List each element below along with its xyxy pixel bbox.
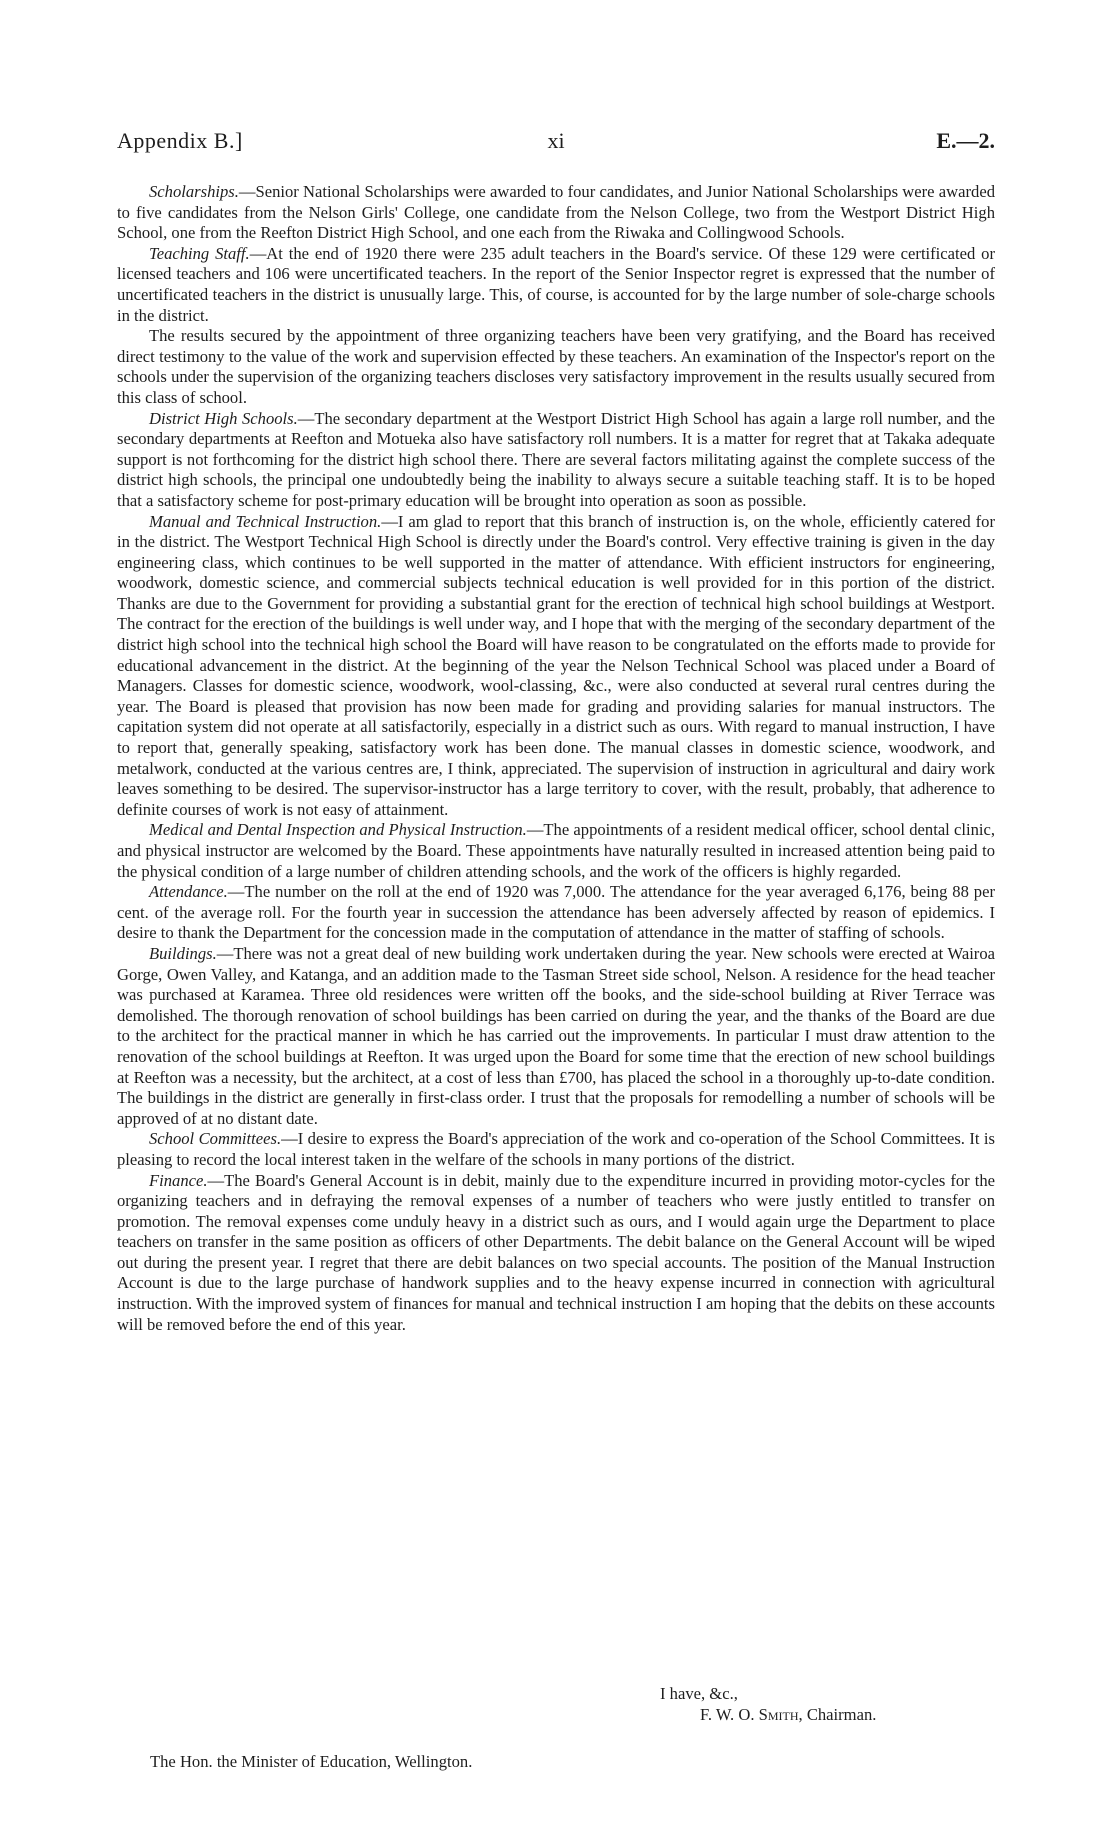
paragraph-heading: School Committees. xyxy=(149,1129,282,1149)
paragraph-text: —The number on the roll at the end of 1920 was 7,000. The attendance for the year averaged 6,176, being 88 per cent. of the average roll. For the fourth year in succession the attendance has been adversely affected by reason of epidemics. I desire to thank the Department for the concession made in the computation of attendance in the matter of staffing of schools. xyxy=(117,882,995,943)
header-document-code: E.—2. xyxy=(936,128,995,153)
paragraph-teaching-staff xyxy=(117,244,995,326)
paragraph-district-high-schools xyxy=(117,409,995,512)
paragraph-text: —There was not a great deal of new building work undertaken during the year. New schools were erected at Wairoa Gorge, Owen Valley, and Katanga, and an addition made to the Tasman Street side school, Nelson. A residence for the head teacher was purchased at Karamea. Three old residences were written off the books, and the side-school building at River Terrace was demolished. The thorough renovation of school buildings has been carried on during the year, and the thanks of the Board are due to the architect for the practical manner in which he has carried out the improvements. In particular I must draw attention to the renovation of the school buildings at Reefton. It was urged upon the Board for some time that the erection of new school buildings at Reefton was a necessity, but the architect, at a cost of less than £700, has placed the school in a thoroughly up-to-date condition. The buildings in the district are generally in first-class order. I trust that the proposals for remodelling a number of schools will be approved of at no distant date. xyxy=(117,943,995,1128)
paragraph-finance xyxy=(117,1171,995,1336)
header-page-number: xi xyxy=(547,128,565,153)
paragraph-text: —At the end of 1920 there were 235 adult teachers in the Board's service. Of these 129 were certificated or licensed teachers and 106 were uncertificated teachers. In the report of the Senior Inspector regret is expressed that the number of uncertificated teachers in the district is unusually large. This, of course, is accounted for by the large number of sole-charge schools in the district. xyxy=(117,243,995,325)
paragraph-heading: Attendance. xyxy=(149,882,228,902)
paragraph-heading: Manual and Technical Instruction. xyxy=(149,511,382,531)
signatory-title: Chairman. xyxy=(806,1705,877,1724)
paragraph-text: —Senior National Scholarships were awarded to four candidates, and Junior National Scholarships were awarded to five candidates from the Nelson Girls' College, one candidate from the Nelson College, two from the Westport District High School, one from the Reefton District High School, and one each from the Riwaka and Collingwood Schools. xyxy=(117,182,995,243)
paragraph-heading: Scholarships. xyxy=(149,182,239,201)
paragraph-text: —I desire to express the Board's appreciation of the work and co-operation of the School Committees. It is pleasing to record the local interest taken in the welfare of the schools in many portions of the district. xyxy=(117,1129,995,1169)
paragraph-scholarships xyxy=(117,182,995,244)
paragraph-heading: Buildings. xyxy=(149,943,217,963)
signoff-signature xyxy=(700,1705,876,1726)
paragraph-heading: Finance. xyxy=(149,1170,208,1190)
signatory-name: F. W. O. Smith, xyxy=(700,1705,803,1724)
paragraph-school-committees xyxy=(117,1129,995,1170)
paragraph-text: —The secondary department at the Westport District High School has again a large roll number, and the secondary departments at Reefton and Motueka also have satisfactory roll numbers. It is a matter for regret that at Takaka adequate support is not forthcoming for the district high school there. There are several factors militating against the complete success of the district high schools, the principal one undoubtedly being the inability to always secure a suitable teaching staff. It is to be hoped that a satisfactory scheme for post-primary education will be brought into operation as soon as possible. xyxy=(117,408,995,510)
signoff-greeting: I have, &c., xyxy=(660,1684,738,1703)
paragraph-text: The results secured by the appointment of three organizing teachers have been very gratifying, and the Board has received direct testimony to the value of the work and supervision effected by these teachers. An examination of the Inspector's report on the schools under the supervision of the organizing teachers discloses very satisfactory improvement in the results usually secured from this class of school. xyxy=(117,326,995,407)
page-header xyxy=(117,128,995,162)
paragraph-manual-technical xyxy=(117,512,995,821)
paragraph-heading: Teaching Staff. xyxy=(149,243,250,263)
addressee-line: The Hon. the Minister of Education, Wellington. xyxy=(150,1752,473,1771)
header-appendix-label: Appendix B.] xyxy=(117,128,243,153)
report-body xyxy=(117,182,995,1335)
paragraph-text: —The Board's General Account is in debit, mainly due to the expenditure incurred in providing motor-cycles for the organizing teachers and in defraying the removal expenses of a number of teachers who were justly entitled to transfer on promotion. The removal expenses come unduly heavy in a district such as ours, and I would again urge the Department to place teachers on transfer in the same position as officers of other Departments. The debit balance on the General Account will be wiped out during the present year. I regret that there are debit balances on two special accounts. The position of the Manual Instruction Account is due to the large purchase of handwork supplies and to the heavy expense incurred in connection with agricultural instruction. With the improved system of finances for manual and technical instruction I am hoping that the debits on these accounts will be removed before the end of this year. xyxy=(117,1170,995,1334)
paragraph-text: —The appointments of a resident medical officer, school dental clinic, and physical instructor are welcomed by the Board. These appointments have naturally resulted in increased attention being paid to the physical condition of a large number of children attending schools, and the work of the officers is highly regarded. xyxy=(117,820,996,881)
paragraph-heading: Medical and Dental Inspection and Physical Instruction. xyxy=(149,820,527,840)
paragraph-organizing-teachers xyxy=(117,326,995,408)
paragraph-medical-dental xyxy=(117,820,995,882)
paragraph-buildings xyxy=(117,944,995,1129)
paragraph-attendance xyxy=(117,882,995,944)
paragraph-text: —I am glad to report that this branch of instruction is, on the whole, efficiently catered for in the district. The Westport Technical High School is directly under the Board's control. Very effective training is given in the day engineering class, which continues to be well supported in the matter of attendance. With efficient instructors for engineering, woodwork, domestic science, and commercial subjects technical education is well provided for in this portion of the district. Thanks are due to the Government for providing a substantial grant for the erection of technical high school buildings at Westport. The contract for the erection of the buildings is well under way, and I hope that with the merging of the secondary department of the district high school into the technical high school the Board will have reason to be congratulated on the efforts made to provide for educational advancement in the district. At the beginning of the year the Nelson Technical School was placed under a Board of Managers. Classes for domestic science, woodwork, wool-classing, &c., were also conducted at several rural centres during the year. The Board is pleased that provision has now been made for grading and providing salaries for manual instructors. The capitation system did not operate at all satisfactorily, especially in a district such as ours. With regard to manual instruction, I have to report that, generally speaking, satisfactory work has been done. The manual classes in domestic science, woodwork, and metalwork, conducted at the various centres are, I think, appreciated. The supervision of instruction in agricultural and dairy work leaves something to be desired. The supervisor-instructor has a large territory to cover, with the result, probably, that adherence to definite courses of work is not easy of attainment. xyxy=(117,511,996,819)
paragraph-heading: District High Schools. xyxy=(149,408,298,428)
